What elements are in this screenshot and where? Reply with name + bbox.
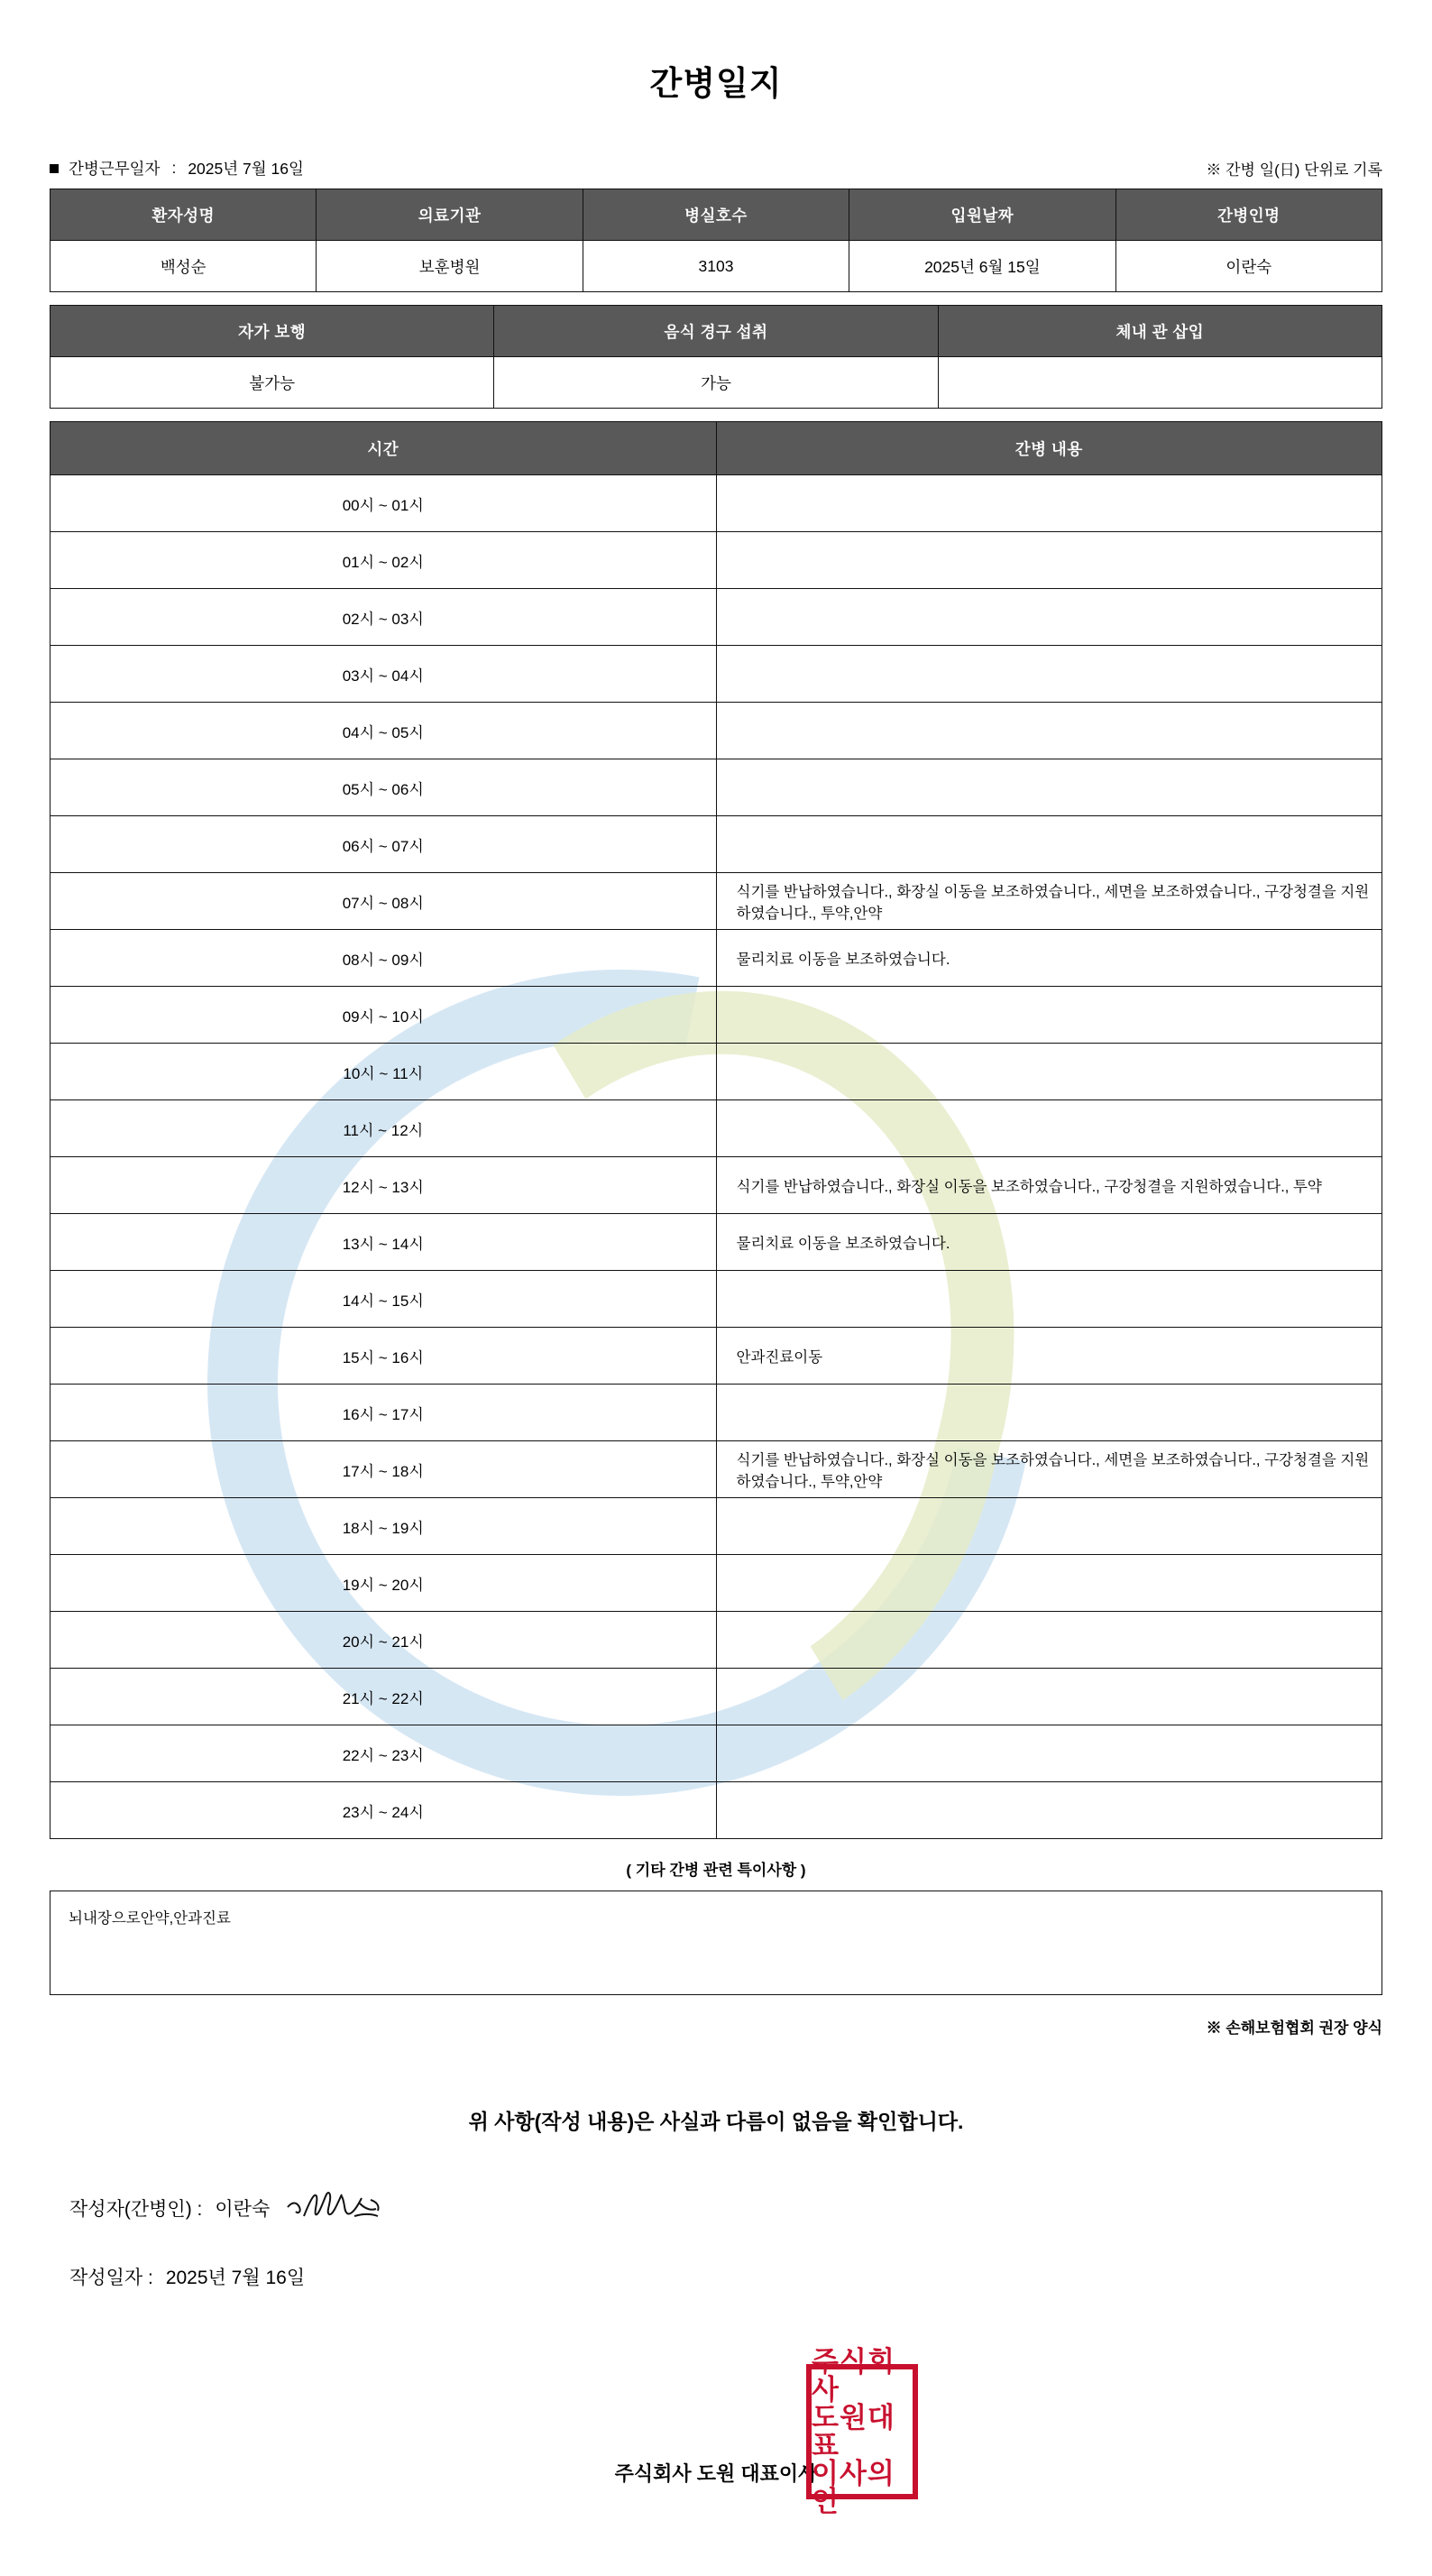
company-stamp-area	[50, 2324, 1382, 2517]
work-date-group	[50, 157, 304, 179]
td-care-content	[716, 703, 1382, 759]
table-row	[50, 816, 1382, 873]
work-date-label: 간병근무일자	[69, 160, 161, 178]
meta-row	[50, 157, 1382, 179]
td-care-content: 안과진료이동	[716, 1328, 1382, 1385]
table-row	[50, 1214, 1382, 1271]
td-care-content: 식기를 반납하였습니다., 화장실 이동을 보조하였습니다., 구강청결을 지원하였습니다., 투약	[716, 1157, 1382, 1214]
square-bullet-icon	[50, 164, 59, 173]
handwritten-signature-icon	[284, 2184, 401, 2225]
td-time: 01시 ~ 02시	[50, 532, 717, 589]
table-row	[50, 987, 1382, 1044]
th-hospital: 의료기관	[317, 189, 583, 241]
td-care-content	[716, 475, 1382, 532]
td-care-content	[716, 589, 1382, 646]
td-patient-name: 백성순	[50, 241, 317, 292]
unit-note: ※ 간병 일(日) 단위로 기록	[1206, 161, 1382, 179]
td-time: 09시 ~ 10시	[50, 987, 717, 1044]
td-time: 02시 ~ 03시	[50, 589, 717, 646]
table-row	[50, 241, 1382, 292]
td-room-number: 3103	[583, 241, 849, 292]
td-time: 15시 ~ 16시	[50, 1328, 717, 1385]
td-time: 13시 ~ 14시	[50, 1214, 717, 1271]
work-date-colon: :	[171, 159, 177, 177]
company-seal-stamp-icon	[806, 2346, 918, 2517]
table-row	[50, 1782, 1382, 1839]
table-header-row	[50, 189, 1382, 241]
table-row	[50, 1725, 1382, 1782]
td-care-content	[716, 532, 1382, 589]
table-row	[50, 357, 1382, 409]
company-line: 주식회사 도원 대표이사	[614, 2462, 818, 2485]
td-care-content: 식기를 반납하였습니다., 화장실 이동을 보조하였습니다., 세면을 보조하였습니다., 구강청결을 지원하였습니다., 투약,안약	[716, 873, 1382, 930]
td-care-content: 물리치료 이동을 보조하였습니다.	[716, 930, 1382, 987]
td-care-content	[716, 816, 1382, 873]
table-row	[50, 1157, 1382, 1214]
td-time: 14시 ~ 15시	[50, 1271, 717, 1328]
td-care-content: 식기를 반납하였습니다., 화장실 이동을 보조하였습니다., 세면을 보조하였습니다., 구강청결을 지원하였습니다., 투약,안약	[716, 1441, 1382, 1498]
table-row	[50, 1612, 1382, 1669]
table-row	[50, 930, 1382, 987]
td-time: 18시 ~ 19시	[50, 1498, 717, 1555]
td-time: 08시 ~ 09시	[50, 930, 717, 987]
td-time: 20시 ~ 21시	[50, 1612, 717, 1669]
td-time: 06시 ~ 07시	[50, 816, 717, 873]
table-row	[50, 759, 1382, 816]
td-time: 03시 ~ 04시	[50, 646, 717, 703]
td-caregiver-name: 이란숙	[1115, 241, 1382, 292]
association-note: ※ 손해보험협회 권장 양식	[1206, 2019, 1382, 2037]
writer-value: 이란숙	[215, 2199, 271, 2220]
td-time: 19시 ~ 20시	[50, 1555, 717, 1612]
th-self-walking: 자가 보행	[50, 306, 494, 357]
th-room-number: 병실호수	[583, 189, 849, 241]
th-admission-date: 입원날짜	[849, 189, 1115, 241]
td-time: 22시 ~ 23시	[50, 1725, 717, 1782]
table-row	[50, 1555, 1382, 1612]
table-row	[50, 1328, 1382, 1385]
table-header-row	[50, 422, 1382, 475]
table-row	[50, 1044, 1382, 1100]
writer-label: 작성자(간병인) :	[69, 2199, 203, 2220]
stamp-line-2: 도원대표	[812, 2402, 895, 2461]
td-care-content	[716, 1271, 1382, 1328]
table-row	[50, 532, 1382, 589]
table-row	[50, 475, 1382, 532]
stamp-line-3: 이사의인	[812, 2458, 895, 2517]
th-caregiver-name: 간병인명	[1115, 189, 1382, 241]
td-time: 04시 ~ 05시	[50, 703, 717, 759]
td-care-content	[716, 1385, 1382, 1441]
th-patient-name: 환자성명	[50, 189, 317, 241]
td-care-content	[716, 1669, 1382, 1725]
table-row	[50, 1669, 1382, 1725]
table-row	[50, 1385, 1382, 1441]
td-time: 10시 ~ 11시	[50, 1044, 717, 1100]
td-self-walking: 불가능	[50, 357, 494, 409]
td-time: 00시 ~ 01시	[50, 475, 717, 532]
td-care-content	[716, 1044, 1382, 1100]
table-row	[50, 1100, 1382, 1157]
notes-box: 뇌내장으로안약,안과진료	[50, 1891, 1382, 1995]
condition-table	[50, 305, 1382, 409]
table-row	[50, 589, 1382, 646]
th-internal-tube: 체내 관 삽입	[938, 306, 1382, 357]
td-care-content	[716, 987, 1382, 1044]
notes-caption: ( 기타 간병 관련 특이사항 )	[626, 1862, 806, 1879]
work-date-value: 2025년 7월 16일	[188, 160, 304, 178]
table-row	[50, 646, 1382, 703]
td-time: 11시 ~ 12시	[50, 1100, 717, 1157]
table-row	[50, 873, 1382, 930]
signature-block	[50, 2187, 1382, 2290]
td-time: 17시 ~ 18시	[50, 1441, 717, 1498]
td-care-content	[716, 1782, 1382, 1839]
td-time: 07시 ~ 08시	[50, 873, 717, 930]
write-date-line	[69, 2263, 1382, 2290]
td-care-content	[716, 1725, 1382, 1782]
write-date-label: 작성일자 :	[69, 2268, 153, 2288]
th-oral-intake: 음식 경구 섭취	[494, 306, 938, 357]
table-header-row	[50, 306, 1382, 357]
table-row	[50, 1271, 1382, 1328]
stamp-line-1: 주식회사	[812, 2346, 895, 2406]
td-care-content	[716, 759, 1382, 816]
td-hospital: 보훈병원	[317, 241, 583, 292]
page-title: 간병일지	[649, 65, 783, 102]
table-row	[50, 1441, 1382, 1498]
td-time: 23시 ~ 24시	[50, 1782, 717, 1839]
td-time: 16시 ~ 17시	[50, 1385, 717, 1441]
write-date-value: 2025년 7월 16일	[165, 2268, 306, 2288]
td-care-content	[716, 1555, 1382, 1612]
hourly-log-table	[50, 421, 1382, 1839]
td-time: 12시 ~ 13시	[50, 1157, 717, 1214]
table-row	[50, 1498, 1382, 1555]
writer-line	[69, 2187, 1382, 2229]
td-oral-intake: 가능	[494, 357, 938, 409]
th-care-content: 간병 내용	[716, 422, 1382, 475]
td-care-content	[716, 1100, 1382, 1157]
patient-info-table	[50, 189, 1382, 292]
table-row	[50, 703, 1382, 759]
td-internal-tube	[938, 357, 1382, 409]
td-time: 21시 ~ 22시	[50, 1669, 717, 1725]
td-care-content: 물리치료 이동을 보조하였습니다.	[716, 1214, 1382, 1271]
th-time: 시간	[50, 422, 717, 475]
td-care-content	[716, 646, 1382, 703]
confirmation-text: 위 사항(작성 내용)은 사실과 다름이 없음을 확인합니다.	[468, 2110, 964, 2133]
td-admission-date: 2025년 6월 15일	[849, 241, 1115, 292]
td-care-content	[716, 1612, 1382, 1669]
td-time: 05시 ~ 06시	[50, 759, 717, 816]
td-care-content	[716, 1498, 1382, 1555]
